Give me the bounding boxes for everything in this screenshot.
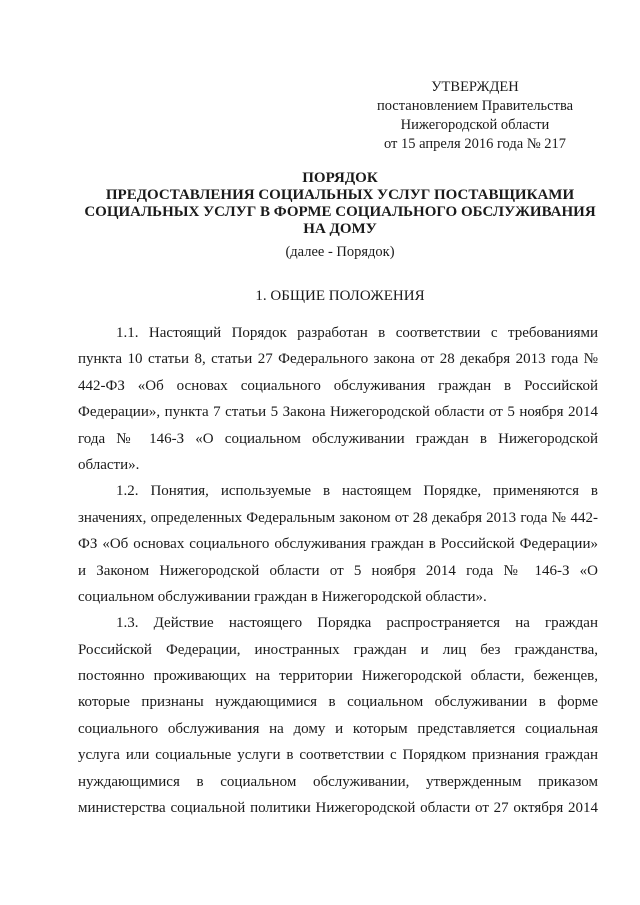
approval-line-1: УТВЕРЖДЕН — [431, 79, 519, 95]
approval-stamp — [360, 78, 590, 154]
document-body — [78, 320, 598, 821]
paragraph-1-3 — [78, 610, 598, 821]
text-line: министерства социальной политики Нижегородской области от 27 октября 2014 — [78, 800, 598, 817]
text-line: значениях, определенных Федеральным законом от 28 декабря 2013 года № 442- — [78, 509, 598, 526]
title-line-4: НА ДОМУ — [303, 221, 377, 237]
text-line: Российской Федерации, иностранных граждан и лиц без гражданства, — [78, 641, 598, 658]
text-line: 1.3. Действие настоящего Порядка распространяется на граждан — [116, 615, 598, 632]
text-line: нуждающимися в социальном обслуживании, утвержденным приказом — [78, 773, 598, 790]
document-title — [60, 170, 620, 238]
title-line-1: ПОРЯДОК — [302, 170, 378, 186]
text-line: пункта 10 статьи 8, статьи 27 Федерального закона от 28 декабря 2013 года № — [78, 351, 598, 368]
text-line: постоянно проживающих на территории Нижегородской области, беженцев, — [78, 668, 598, 685]
title-line-3: СОЦИАЛЬНЫХ УСЛУГ В ФОРМЕ СОЦИАЛЬНОГО ОБСЛУЖИВАНИЯ — [84, 204, 596, 220]
text-line: 442-ФЗ «Об основах социального обслуживания граждан в Российской — [78, 377, 598, 394]
approval-line-4: от 15 апреля 2016 года № 217 — [383, 136, 567, 152]
approval-line-2: постановлением Правительства — [376, 98, 574, 114]
text-line: ФЗ «Об основах социального обслуживания граждан в Российской Федерации» — [78, 536, 598, 553]
text-line: Федерации», пункта 7 статьи 5 Закона Нижегородской области от 5 ноября 2014 — [78, 404, 598, 421]
text-line: года № 146-З «О социальном обслуживании граждан в Нижегородской — [78, 430, 598, 447]
text-line: 1.1. Настоящий Порядок разработан в соответствии с требованиями — [116, 325, 598, 341]
text-line: социального обслуживания на дому и которым представляется социальная — [78, 720, 598, 737]
paragraph-1-1 — [78, 320, 598, 478]
section-heading: 1. ОБЩИЕ ПОЛОЖЕНИЯ — [255, 288, 425, 304]
text-line: которые признаны нуждающимися в социальном обслуживании в форме — [78, 694, 598, 711]
text-line: услуга или социальные услуги в соответствии с Порядком признания граждан — [78, 747, 598, 764]
document-subtitle: (далее - Порядок) — [285, 244, 395, 260]
text-line: 1.2. Понятия, используемые в настоящем Порядке, применяются в — [116, 483, 598, 500]
text-line: социальном обслуживании граждан в Нижегородской области». — [78, 588, 487, 605]
paragraph-1-2 — [78, 478, 598, 610]
text-line: области». — [78, 456, 140, 473]
title-line-2: ПРЕДОСТАВЛЕНИЯ СОЦИАЛЬНЫХ УСЛУГ ПОСТАВЩИКАМИ — [105, 187, 575, 203]
text-line: и Законом Нижегородской области от 5 ноября 2014 года № 146-З «О — [78, 562, 598, 579]
approval-line-3: Нижегородской области — [400, 117, 550, 133]
